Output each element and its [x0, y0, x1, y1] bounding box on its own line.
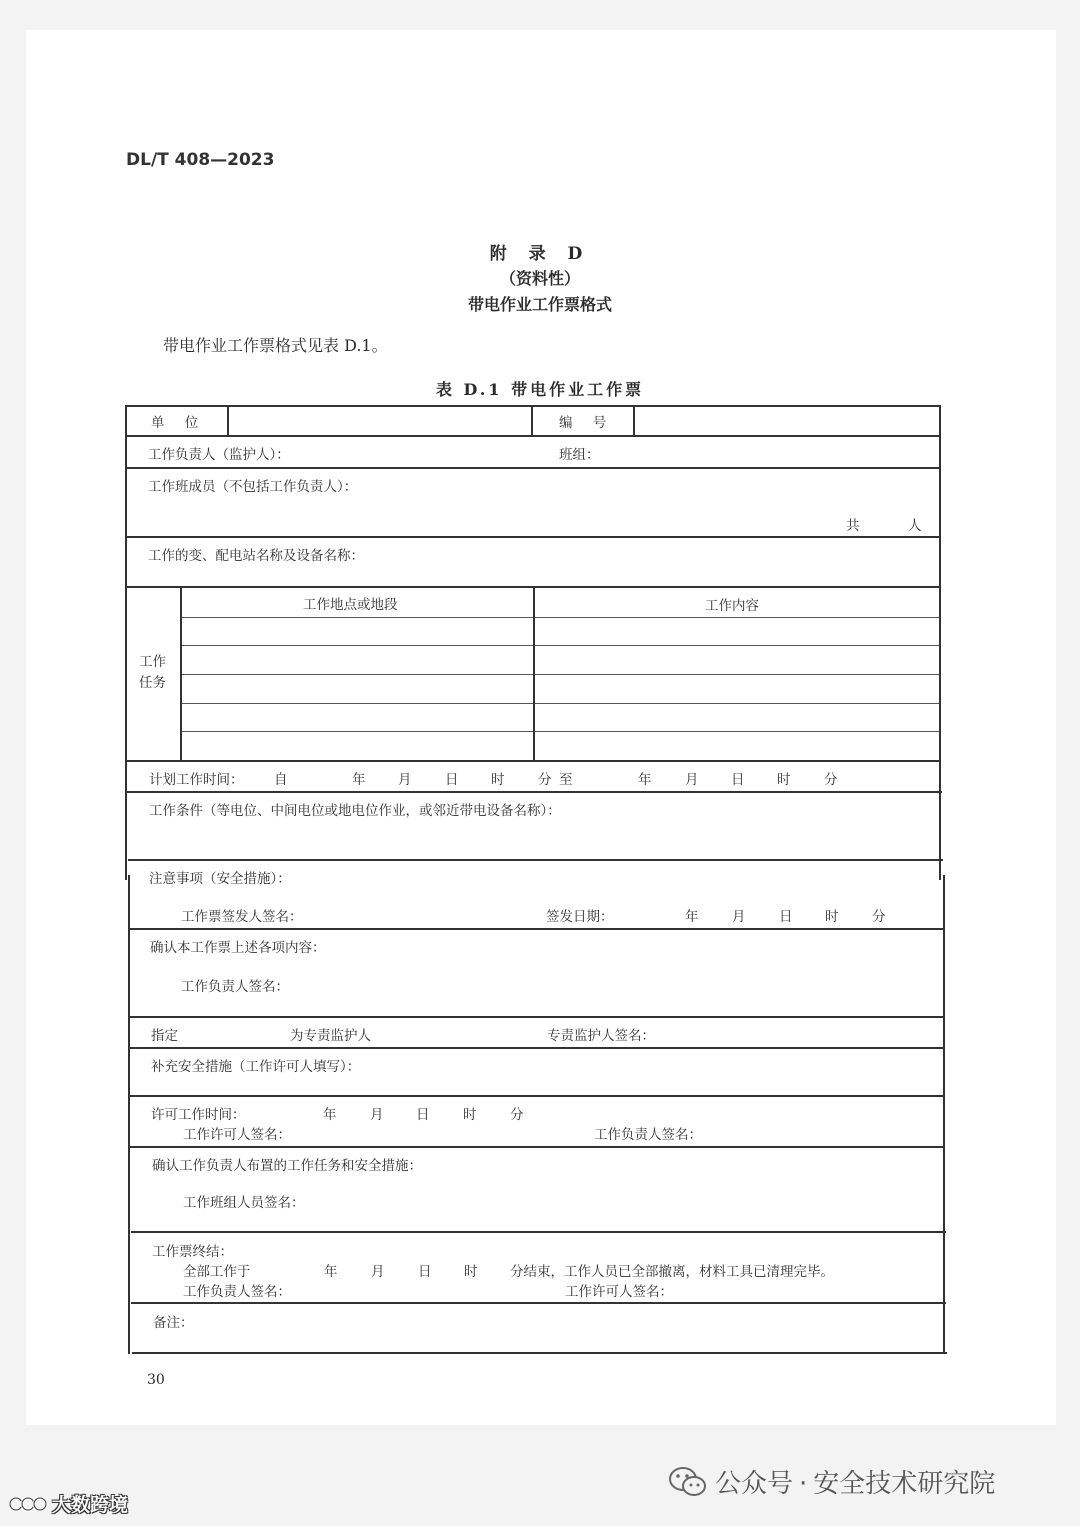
table-border-left: [128, 875, 130, 1354]
row-divider: [131, 1231, 946, 1233]
unit-field[interactable]: [241, 409, 526, 431]
all-work-at-label: 全部工作于: [183, 1264, 251, 1280]
task-row-divider: [180, 645, 940, 646]
leader-sign-label: 工作负责人签名：: [183, 1284, 291, 1300]
station-label: 工作的变、配电站名称及设备名称：: [148, 548, 364, 564]
row-divider: [131, 1302, 946, 1304]
task-column-divider: [533, 586, 535, 760]
hour-label: 时: [777, 772, 791, 788]
group-label: 班组：: [559, 447, 600, 463]
watermark-account-name: 安全技术研究院: [813, 1469, 996, 1499]
appendix-title: 附 录 D: [489, 244, 591, 264]
hour-label: 时: [464, 1264, 478, 1280]
cell-divider: [633, 405, 635, 435]
intro-text: 带电作业工作票格式见表 D.1。: [163, 336, 388, 355]
month-label: 月: [371, 1264, 385, 1280]
year-label: 年: [324, 1264, 338, 1280]
year-label: 年: [352, 772, 366, 788]
confirm-tasks-label: 确认工作负责人布置的工作任务和安全措施：: [152, 1158, 422, 1174]
plan-time-label: 计划工作时间：: [149, 772, 244, 788]
row-divider: [130, 1146, 945, 1148]
remarks-label: 备注：: [153, 1315, 194, 1331]
task-label-line1: 工作: [139, 654, 166, 670]
year-label: 年: [685, 909, 699, 925]
task-label-line2: 任务: [139, 675, 166, 691]
wechat-icon: [668, 1466, 708, 1498]
leader-sign-label: 工作负责人签名：: [594, 1127, 702, 1143]
table-border-top: [125, 405, 940, 407]
confirm-label: 确认本工作票上述各项内容：: [150, 940, 326, 956]
watermark-account: [715, 1463, 995, 1500]
unit-label: 单 位: [151, 415, 207, 431]
as-supervisor-label: 为专责监护人: [290, 1028, 371, 1044]
members-label: 工作班成员（不包括工作负责人）：: [148, 479, 358, 495]
from-label: 自: [274, 772, 288, 788]
permit-time-label: 许可工作时间：: [151, 1107, 246, 1123]
year-label: 年: [323, 1107, 337, 1123]
task-column-content: 工作内容: [705, 598, 759, 614]
issue-date-label: 签发日期：: [546, 909, 614, 925]
appendix-note: （资料性）: [499, 269, 580, 288]
termination-label: 工作票终结：: [152, 1244, 233, 1260]
row-divider: [129, 1016, 944, 1018]
row-divider: [128, 859, 943, 861]
day-label: 日: [418, 1264, 432, 1280]
day-label: 日: [445, 772, 459, 788]
day-label: 日: [779, 909, 793, 925]
minute-label: 分: [538, 772, 552, 788]
row-divider: [127, 791, 942, 793]
total-label: 共: [846, 518, 860, 534]
brand-logo-icon: [8, 1493, 52, 1515]
number-field[interactable]: [639, 409, 934, 431]
persons-label: 人: [908, 518, 922, 534]
row-divider: [125, 467, 940, 469]
cell-divider: [531, 405, 533, 435]
month-label: 月: [398, 772, 412, 788]
watermark-wechat-label: 公众号: [715, 1469, 794, 1499]
number-label: 编 号: [559, 415, 615, 431]
month-label: 月: [685, 772, 699, 788]
table-border-right: [943, 875, 945, 1354]
hour-label: 时: [463, 1107, 477, 1123]
row-divider: [125, 760, 940, 762]
task-row-divider: [180, 703, 940, 704]
task-row-divider: [180, 674, 940, 675]
month-label: 月: [370, 1107, 384, 1123]
page-number: 30: [147, 1372, 165, 1388]
task-row-divider: [180, 731, 940, 732]
minute-label: 分: [824, 772, 838, 788]
task-label-divider: [180, 586, 182, 760]
minute-label: 分: [872, 909, 886, 925]
year-label: 年: [638, 772, 652, 788]
crew-sign-label: 工作班组人员签名：: [183, 1195, 305, 1211]
table-caption: 表 D.1 带电作业工作票: [435, 380, 645, 399]
notes-label: 注意事项（安全措施）：: [149, 871, 291, 887]
watermark-separator: ·: [799, 1469, 808, 1499]
row-divider: [128, 928, 943, 930]
ended-text: 分结束，工作人员已全部撤离，材料工具已清理完毕。: [510, 1264, 834, 1280]
issuer-sign-label: 工作票签发人签名：: [181, 909, 303, 925]
work-ticket-form: [125, 405, 945, 1355]
table-border-left: [125, 405, 127, 880]
cell-divider: [227, 405, 229, 435]
leader-label: 工作负责人（监护人）：: [148, 447, 290, 463]
table-border-bottom: [132, 1352, 947, 1354]
to-label: 至: [559, 772, 573, 788]
hour-label: 时: [491, 772, 505, 788]
hour-label: 时: [825, 909, 839, 925]
month-label: 月: [732, 909, 746, 925]
conditions-label: 工作条件（等电位、中间电位或地电位作业，或邻近带电设备名称）：: [149, 803, 561, 819]
supervisor-sign-label: 专责监护人签名：: [547, 1028, 655, 1044]
row-divider: [125, 435, 940, 437]
permitter-sign-label: 工作许可人签名：: [565, 1284, 673, 1300]
standard-number: DL/T 408—2023: [126, 150, 275, 170]
day-label: 日: [416, 1107, 430, 1123]
row-divider: [129, 1047, 944, 1049]
task-column-location: 工作地点或地段: [303, 597, 398, 613]
appendix-subtitle: 带电作业工作票格式: [467, 295, 612, 314]
day-label: 日: [731, 772, 745, 788]
extra-safety-label: 补充安全措施（工作许可人填写）：: [151, 1059, 361, 1075]
minute-label: 分: [510, 1107, 524, 1123]
row-divider: [125, 536, 940, 538]
leader-sign-label: 工作负责人签名：: [181, 979, 289, 995]
watermark-brand: 大数跨境: [52, 1494, 129, 1516]
row-divider: [130, 1095, 945, 1097]
table-border-right: [939, 405, 941, 880]
permitter-sign-label: 工作许可人签名：: [183, 1127, 291, 1143]
task-row-divider: [180, 617, 940, 618]
assign-label: 指定: [151, 1028, 178, 1044]
